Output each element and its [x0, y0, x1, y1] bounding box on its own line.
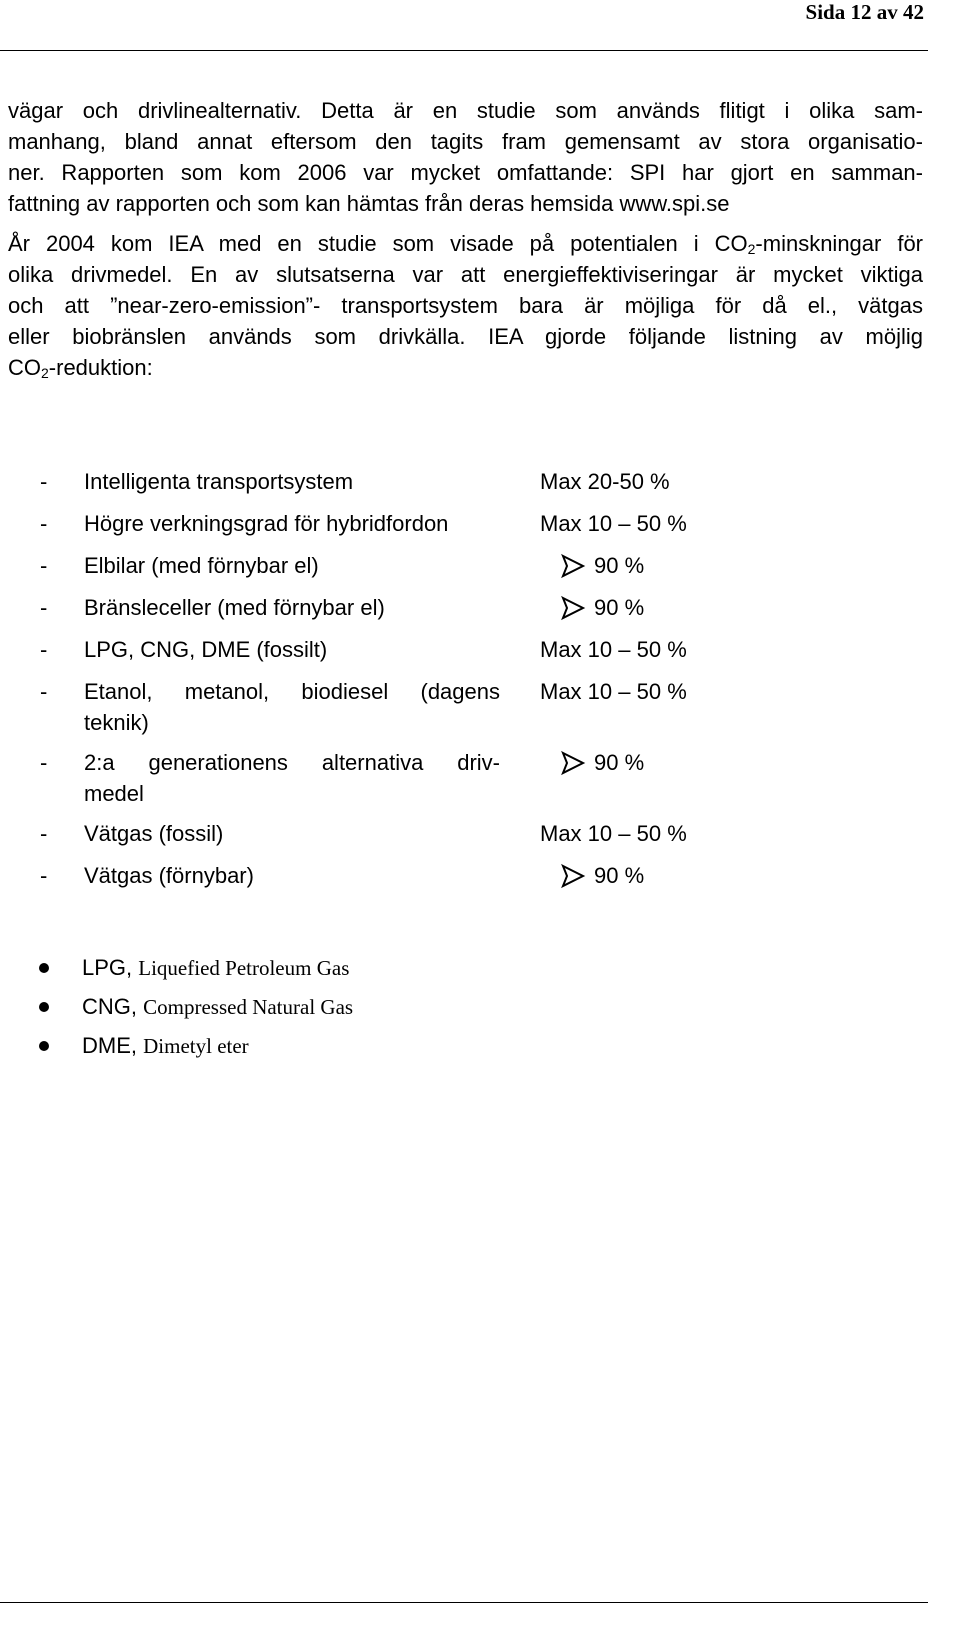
list-value: 90 %	[594, 750, 645, 775]
abbreviation: LPG,	[82, 955, 133, 980]
paragraph-iea	[8, 228, 923, 383]
text-fragment: -minskningar för	[755, 231, 924, 256]
list-value: Max 10 – 50 %	[540, 679, 687, 704]
paragraph-line	[8, 228, 923, 259]
arrowhead-bullet-icon	[560, 553, 586, 579]
abbreviation: DME,	[82, 1033, 137, 1058]
text-fragment: -reduktion:	[48, 355, 153, 380]
arrowhead-bullet-icon	[560, 595, 586, 621]
abbreviation-text	[82, 1030, 249, 1062]
list-label: Bränsleceller (med förnybar el)	[84, 595, 385, 620]
text-fragment: År 2004 kom IEA med en studie som visade på potentialen i CO	[8, 231, 748, 256]
paragraph-line: vägar och drivlinealternativ. Detta är en studie som används flitigt i olika sam-	[8, 98, 923, 123]
round-bullet-icon	[39, 963, 49, 973]
list-dash: -	[40, 679, 48, 704]
list-value: Max 10 – 50 %	[540, 637, 687, 662]
abbreviation-text	[82, 991, 353, 1023]
paragraph-line: manhang, bland annat eftersom den tagits fram gemensamt av stora organisatio-	[8, 129, 923, 154]
paragraph-line: och att ”near-zero-emission”- transportsystem bara är möjliga för då el., vätgas	[8, 293, 923, 318]
header-divider	[0, 50, 928, 51]
list-label	[84, 747, 500, 809]
list-dash: -	[40, 637, 48, 662]
list-label: Högre verkningsgrad för hybridfordon	[84, 511, 449, 536]
list-label: Intelligenta transportsystem	[84, 469, 354, 494]
list-label: Vätgas (förnybar)	[84, 863, 254, 888]
list-value: 90 %	[594, 595, 645, 620]
list-dash: -	[40, 821, 48, 846]
list-dash: -	[40, 595, 48, 620]
text-fragment: CO	[8, 355, 41, 380]
paragraph-line: eller biobränslen används som drivkälla. IEA gjorde följande listning av möjlig	[8, 324, 923, 349]
round-bullet-icon	[39, 1002, 49, 1012]
arrowhead-bullet-icon	[560, 750, 586, 776]
paragraph-line: fattning av rapporten och som kan hämtas från deras hemsida www.spi.se	[8, 191, 730, 216]
paragraph-intro	[8, 95, 923, 219]
list-dash: -	[40, 469, 48, 494]
list-value: 90 %	[594, 863, 645, 888]
abbreviation-definition: Dimetyl eter	[143, 1034, 249, 1058]
page-number: Sida 12 av 42	[805, 0, 924, 24]
round-bullet-icon	[39, 1041, 49, 1051]
list-label-line: teknik)	[84, 710, 149, 735]
list-dash: -	[40, 863, 48, 888]
list-label: Elbilar (med förnybar el)	[84, 553, 319, 578]
list-dash: -	[40, 750, 48, 775]
list-label: Vätgas (fossil)	[84, 821, 224, 846]
paragraph-line	[8, 352, 923, 383]
list-label	[84, 676, 500, 738]
abbreviation: CNG,	[82, 994, 137, 1019]
abbreviation-text	[82, 952, 349, 984]
list-value: 90 %	[594, 553, 645, 578]
paragraph-line: olika drivmedel. En av slutsatserna var att energieffektiviseringar är mycket viktiga	[8, 262, 923, 287]
list-dash: -	[40, 511, 48, 536]
list-value: Max 10 – 50 %	[540, 821, 687, 846]
list-label-line: medel	[84, 781, 144, 806]
list-value: Max 20-50 %	[540, 469, 670, 494]
footer-divider	[0, 1602, 928, 1603]
subscript: 2	[41, 365, 49, 381]
list-label-line: 2:a generationens alternativa driv-	[84, 750, 500, 775]
list-dash: -	[40, 553, 48, 578]
list-label-line: Etanol, metanol, biodiesel (dagens	[84, 679, 500, 704]
arrowhead-bullet-icon	[560, 863, 586, 889]
abbreviation-definition: Liquefied Petroleum Gas	[138, 956, 350, 980]
subscript: 2	[747, 241, 756, 257]
list-value: Max 10 – 50 %	[540, 511, 687, 536]
list-label: LPG, CNG, DME (fossilt)	[84, 637, 328, 662]
paragraph-line: ner. Rapporten som kom 2006 var mycket omfattande: SPI har gjort en samman-	[8, 160, 923, 185]
abbreviation-definition: Compressed Natural Gas	[143, 995, 354, 1019]
